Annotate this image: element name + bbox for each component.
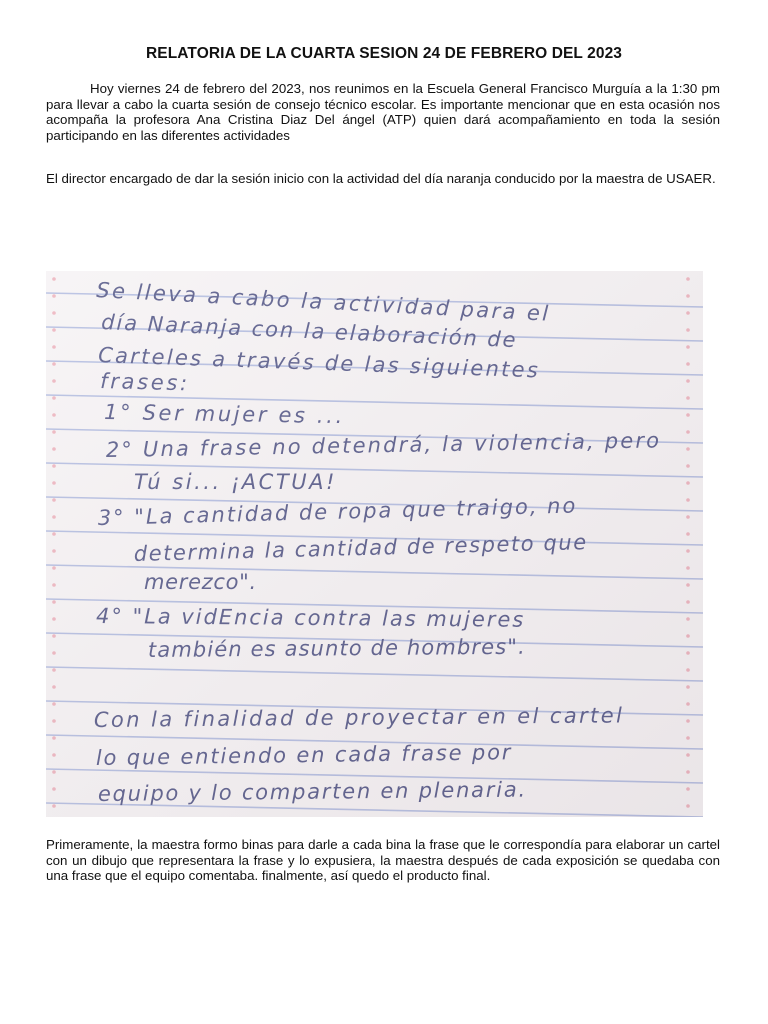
director-paragraph: El director encargado de dar la sesión inicio con la actividad del día naranja conducido por la maestra de USAER.	[46, 171, 716, 186]
document-title: RELATORIA DE LA CUARTA SESION 24 DE FEBRERO DEL 2023	[145, 45, 623, 62]
intro-paragraph: Hoy viernes 24 de febrero del 2023, nos reunimos en la Escuela General Francisco Murguía a la 1:30 pm para llevar a cabo la cuarta sesión de consejo técnico escolar. Es importante mencionar que en esta ocasión nos acompaña la profesora Ana Cristina Diaz Del ángel (ATP) quien dará acompañamiento en toda la sesión participando en las diferentes actividades	[46, 81, 720, 143]
closing-paragraph: Primeramente, la maestra formo binas para darle a cada bina la frase que le correspondía para elaborar un cartel con un dibujo que representara la frase y lo expusiera, la maestra después de cada exposición se quedaba con una frase que el equipo comentaba. finalmente, así quedo el producto final.	[46, 837, 720, 884]
notebook-photo	[46, 271, 703, 817]
notebook-page-image	[46, 271, 703, 817]
